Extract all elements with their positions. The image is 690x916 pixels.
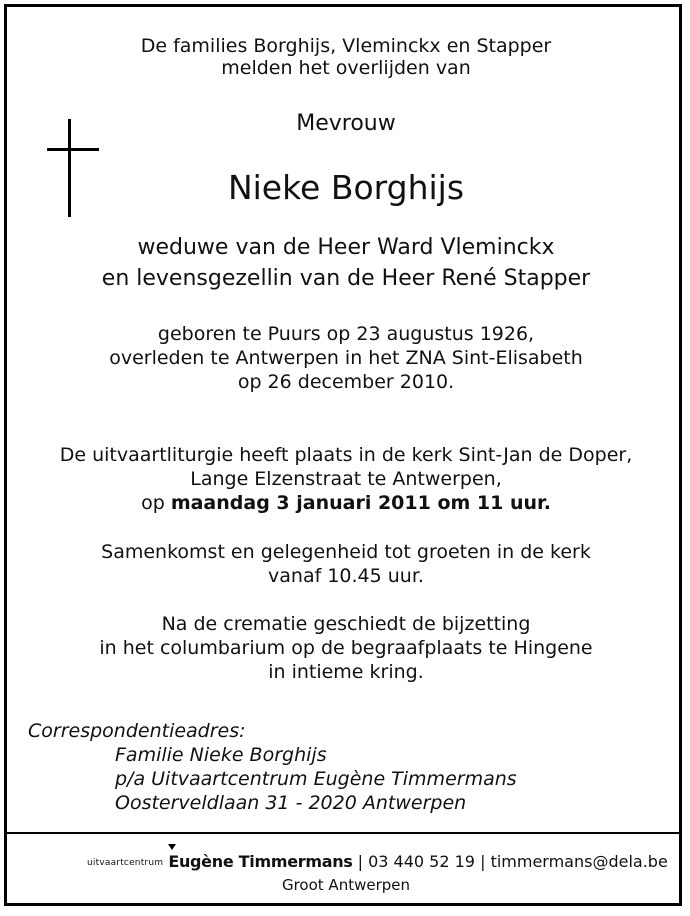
cross-icon-bar <box>47 148 99 151</box>
relation-line-1: weduwe van de Heer Ward Vleminckx <box>137 235 555 260</box>
footer-brand: Eugène Timmermans <box>168 852 352 871</box>
burial-line-1: Na de crematie geschiedt de bijzetting <box>161 613 531 635</box>
burial-line-3: in intieme kring. <box>268 661 424 683</box>
gathering-line-2: vanaf 10.45 uur. <box>268 565 424 587</box>
correspondence-line-1: Familie Nieke Borghijs <box>115 744 327 766</box>
relation-line-2: en levensgezellin van de Heer René Stapper <box>101 266 591 291</box>
footer-prefix: uitvaartcentrum <box>87 858 164 868</box>
deceased-name: Nieke Borghijs <box>227 168 465 207</box>
funeral-home-banner <box>87 852 668 871</box>
footer-city: Groot Antwerpen <box>281 876 411 894</box>
footer-phone: 03 440 52 19 <box>368 852 475 871</box>
funeral-line-1: De uitvaartliturgie heeft plaats in de kerk Sint-Jan de Doper, <box>59 444 633 466</box>
correspondence-label: Correspondentieadres: <box>28 720 246 742</box>
honorific-title: Mevrouw <box>296 111 396 136</box>
burial-line-2: in het columbarium op de begraafplaats te Hingene <box>99 637 593 659</box>
triangle-icon <box>168 844 176 850</box>
funeral-line-3 <box>7 492 685 514</box>
gathering-line-1: Samenkomst en gelegenheid tot groeten in de kerk <box>101 541 591 563</box>
footer-email[interactable]: timmermans@dela.be <box>490 852 668 871</box>
footer-divider <box>7 832 679 834</box>
correspondence-line-2: p/a Uitvaartcentrum Eugène Timmermans <box>115 768 517 790</box>
obituary-card <box>4 4 682 906</box>
funeral-date-prefix: op <box>141 492 165 514</box>
correspondence-line-3: Oosterveldlaan 31 - 2020 Antwerpen <box>115 792 467 814</box>
birth-line-3: op 26 december 2010. <box>237 371 455 393</box>
intro-line-2: melden het overlijden van <box>221 57 471 79</box>
footer-separator-2: | <box>480 852 486 871</box>
intro-line-1: De families Borghijs, Vleminckx en Stapper <box>140 35 552 57</box>
birth-line-2: overleden te Antwerpen in het ZNA Sint-Elisabeth <box>109 347 583 369</box>
funeral-line-2: Lange Elzenstraat te Antwerpen, <box>190 468 502 490</box>
birth-line-1: geboren te Puurs op 23 augustus 1926, <box>157 323 535 345</box>
funeral-date: maandag 3 januari 2011 om 11 uur. <box>170 492 551 514</box>
footer-separator-1: | <box>357 852 364 871</box>
